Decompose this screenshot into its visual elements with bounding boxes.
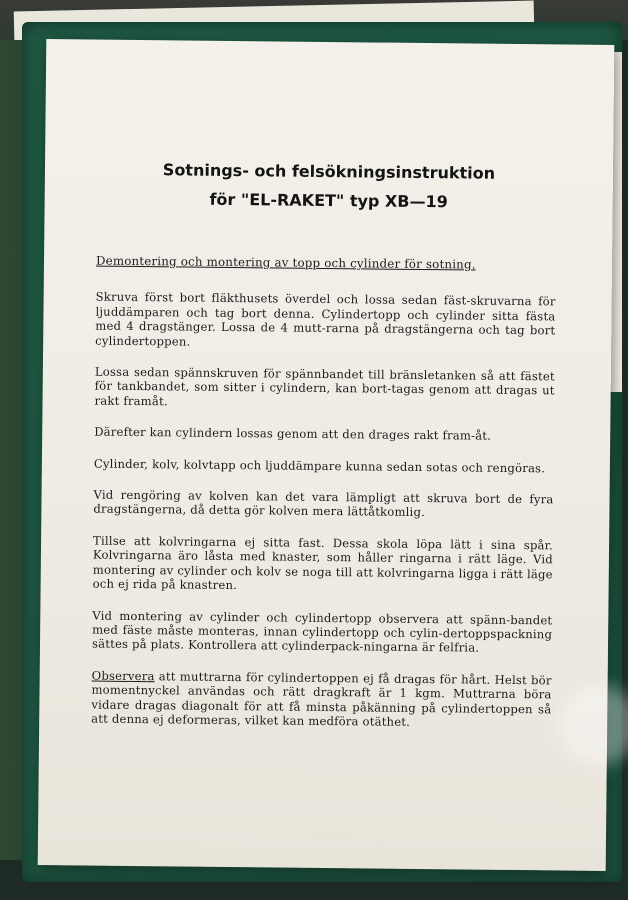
paragraph: Vid montering av cylinder och cylindertopp observera att spänn-bandet med fäste måste monteras, innan cylindertopp och cylin-dertoppspackning sättes på plats. Kontrollera att cylinderpack-ningarna är felfria. xyxy=(91,608,553,655)
paper-stain xyxy=(559,684,628,765)
title-line-1: Sotnings- och felsökningsinstruktion xyxy=(162,160,496,183)
paragraph: Därefter kan cylindern lossas genom att den drages rakt fram-åt. xyxy=(94,424,492,443)
paragraph: Vid rengöring av kolven kan det vara lämpligt att skruva bort de fyra dragstängerna, då detta gör kolven mera lättåtkomlig. xyxy=(93,487,554,520)
observera-lead: Observera xyxy=(91,668,155,683)
final-paragraph-text: att muttrarna för cylindertoppen ej få dragas för hårt. Helst bör momentnyckel användas och rätt dragkraft är 1 kgm. Muttrarna böra vidare dragas diagonalt för att få minsta påkänning på cylindertoppen så att denna ej deformeras, vilket kan medföra otäthet. xyxy=(91,668,552,729)
document-body xyxy=(91,254,556,748)
paragraph: Lossa sedan spännskruven för spännbandet till bränsletanken så att fästet för tankbandet, som sitter i cylindern, kan bort-tagas genom att dragas ut rakt framåt. xyxy=(94,364,555,409)
document-title xyxy=(45,159,613,213)
paragraph: Tillse att kolvringarna ej sitta fast. Dessa skola löpa lätt i sina spår. Kolvringarna äro låsta med knaster, som håller ringarna i rätt läge. Vid montering av cylinder och kolv se noga till att kolvringarna ligga i rätt läge och ej rida på knastren. xyxy=(92,533,554,593)
instruction-sheet xyxy=(38,39,615,871)
paragraph-final xyxy=(91,668,552,730)
paragraph: Cylinder, kolv, kolvtapp och ljuddämpare kunna sedan sotas och rengöras. xyxy=(93,456,546,475)
title-line-2: för "EL-RAKET" typ XB—19 xyxy=(209,189,448,212)
paragraph: Skruva först bort fläkthusets överdel och lossa sedan fäst-skruvarna för ljuddämparen och tag bort denna. Cylindertopp och cylinder sitta fästa med 4 dragstänger. Lossa de 4 mutt-rarna på dragstängerna och tag bort cylindertoppen. xyxy=(95,289,556,349)
section-heading: Demontering och montering av topp och cylinder för sotning. xyxy=(95,253,476,272)
